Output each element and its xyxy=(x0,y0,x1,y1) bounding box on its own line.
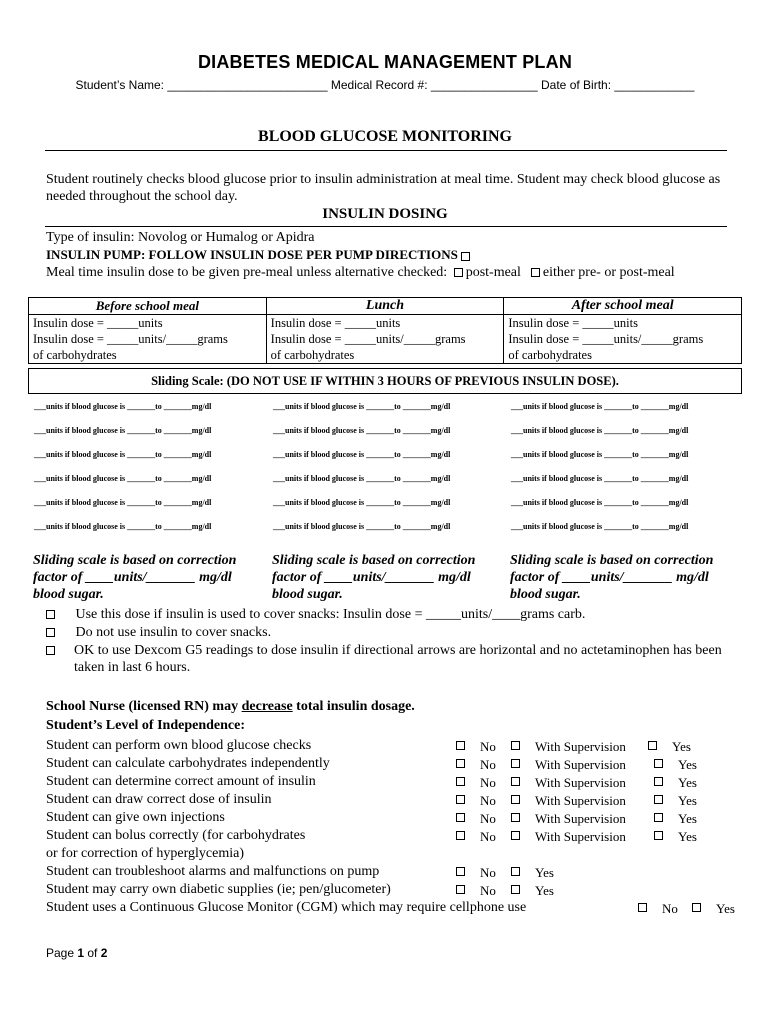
independence-item-label: Student can determine correct amount of insulin xyxy=(46,774,316,789)
sliding-scale-row: ___units if blood glucose is _______to _______mg/dl xyxy=(34,426,212,435)
dose-units-line: Insulin dose = _____units xyxy=(270,316,401,330)
option-no-label: No xyxy=(480,811,496,826)
option-yes-label: Yes xyxy=(678,829,697,844)
option-no-label: No xyxy=(480,739,496,754)
option-no-label: No xyxy=(480,757,496,772)
option-no-label: No xyxy=(662,901,678,916)
dose-ratio-line: Insulin dose = _____units/_____grams xyxy=(270,332,466,346)
dose-units-line: Insulin dose = _____units xyxy=(33,316,163,330)
independence-item-label: Student uses a Continuous Glucose Monitor (CGM) which may require cellphone use xyxy=(46,900,527,915)
option-yes-checkbox[interactable] xyxy=(654,795,663,804)
option-no-checkbox[interactable] xyxy=(456,813,465,822)
option-yes-label: Yes xyxy=(672,739,691,754)
sliding-scale-row: ___units if blood glucose is _______to _______mg/dl xyxy=(273,522,451,531)
option-no-label: No xyxy=(480,883,496,898)
option-no-checkbox[interactable] xyxy=(638,903,647,912)
correction-line: factor of ____units/_______ mg/dl xyxy=(33,570,232,585)
bgm-heading: BLOOD GLUCOSE MONITORING xyxy=(258,128,512,145)
sliding-scale-row: ___units if blood glucose is _______to _______mg/dl xyxy=(273,426,451,435)
nurse-line-post: total insulin dosage. xyxy=(292,699,415,714)
pump-label: INSULIN PUMP: FOLLOW INSULIN DOSE PER PUMP DIRECTIONS xyxy=(46,247,458,262)
independence-item-label: Student can bolus correctly (for carbohydrates xyxy=(46,828,306,843)
sliding-scale-row: ___units if blood glucose is _______to _______mg/dl xyxy=(34,450,212,459)
option-dexcom xyxy=(46,642,746,676)
option-no-label: No xyxy=(480,775,496,790)
option-yes-checkbox[interactable] xyxy=(654,759,663,768)
correction-line: blood sugar. xyxy=(510,587,581,602)
sliding-scale-row: ___units if blood glucose is _______to _______mg/dl xyxy=(273,402,451,411)
correction-line: factor of ____units/_______ mg/dl xyxy=(272,570,471,585)
snack-dose-label: Use this dose if insulin is used to cover snacks: Insulin dose = _____units/____grams carb. xyxy=(75,607,586,622)
snack-dose-checkbox[interactable] xyxy=(46,610,55,619)
option-no-checkbox[interactable] xyxy=(456,885,465,894)
independence-list xyxy=(46,737,746,917)
sliding-scale-row: ___units if blood glucose is _______to _______mg/dl xyxy=(34,522,212,531)
correction-line: blood sugar. xyxy=(33,587,104,602)
correction-line: Sliding scale is based on correction xyxy=(272,553,476,568)
dose-carb-line: of carbohydrates xyxy=(508,348,592,362)
option-yes-checkbox[interactable] xyxy=(511,885,520,894)
nurse-line xyxy=(46,699,415,715)
correction-factor-lunch xyxy=(272,552,508,603)
option-no-checkbox[interactable] xyxy=(456,759,465,768)
pump-checkbox[interactable] xyxy=(461,252,470,261)
option-no-checkbox[interactable] xyxy=(456,867,465,876)
option-with-supervision-label: With Supervision xyxy=(535,775,626,790)
option-with-supervision-checkbox[interactable] xyxy=(511,741,520,750)
option-no-checkbox[interactable] xyxy=(456,777,465,786)
correction-line: Sliding scale is based on correction xyxy=(33,553,237,568)
dexcom-label: OK to use Dexcom G5 readings to dose insulin if directional arrows are horizontal and no actetaminophen has been taken in last 6 hours. xyxy=(74,643,722,675)
option-with-supervision-checkbox[interactable] xyxy=(511,813,520,822)
independence-item-label: Student can calculate carbohydrates independently xyxy=(46,756,330,771)
meal-time-line xyxy=(46,264,675,281)
dexcom-checkbox[interactable] xyxy=(46,646,55,655)
bgm-rule xyxy=(45,150,727,151)
independence-item-label: Student can troubleshoot alarms and malfunctions on pump xyxy=(46,864,380,879)
option-yes-label: Yes xyxy=(716,901,735,916)
option-yes-checkbox[interactable] xyxy=(692,903,701,912)
option-yes-checkbox[interactable] xyxy=(654,831,663,840)
post-meal-checkbox[interactable] xyxy=(454,268,463,277)
sliding-scale-row: ___units if blood glucose is _______to _______mg/dl xyxy=(511,450,689,459)
bgm-text: Student routinely checks blood glucose prior to insulin administration at meal time. Student may check blood glucose as needed throughout the school day. xyxy=(46,172,721,204)
option-no-label: No xyxy=(480,829,496,844)
independence-item-label: or for correction of hyperglycemia) xyxy=(46,846,244,861)
dosing-rule xyxy=(45,226,727,227)
option-with-supervision-label: With Supervision xyxy=(535,739,626,754)
sliding-scale-row: ___units if blood glucose is _______to _______mg/dl xyxy=(511,402,689,411)
sliding-scale-row: ___units if blood glucose is _______to _______mg/dl xyxy=(511,522,689,531)
option-with-supervision-checkbox[interactable] xyxy=(511,831,520,840)
sliding-scale-row: ___units if blood glucose is _______to _______mg/dl xyxy=(34,474,212,483)
no-snack-checkbox[interactable] xyxy=(46,628,55,637)
sliding-scale-title: Sliding Scale: (DO NOT USE IF WITHIN 3 HOURS OF PREVIOUS INSULIN DOSE). xyxy=(28,368,742,394)
page-number xyxy=(46,946,107,960)
page-mid: of xyxy=(84,946,101,960)
option-no-checkbox[interactable] xyxy=(456,795,465,804)
dose-ratio-line: Insulin dose = _____units/_____grams xyxy=(33,332,228,346)
either-meal-checkbox[interactable] xyxy=(531,268,540,277)
option-yes-label: Yes xyxy=(678,811,697,826)
option-with-supervision-checkbox[interactable] xyxy=(511,759,520,768)
dose-carb-line: of carbohydrates xyxy=(270,348,355,362)
student-info-fields: Student’s Name: ________________________ Medical Record #: ________________ Date of Birth: ____________ xyxy=(75,78,695,92)
sliding-scale-row: ___units if blood glucose is _______to _______mg/dl xyxy=(273,474,451,483)
independence-item-label: Student can give own injections xyxy=(46,810,225,825)
insulin-type-line: Type of insulin: Novolog or Humalog or Apidra xyxy=(46,230,315,245)
option-yes-checkbox[interactable] xyxy=(654,777,663,786)
option-no-checkbox[interactable] xyxy=(456,741,465,750)
pump-line xyxy=(46,246,473,263)
independence-item-label: Student can perform own blood glucose checks xyxy=(46,738,312,753)
option-no-checkbox[interactable] xyxy=(456,831,465,840)
col-after-school xyxy=(504,298,742,315)
page-pre: Page xyxy=(46,946,78,960)
sliding-scale-row: ___units if blood glucose is _______to _______mg/dl xyxy=(34,498,212,507)
option-yes-label: Yes xyxy=(535,865,554,880)
meal-time-label: Meal time insulin dose to be given pre-meal unless alternative checked: xyxy=(46,265,448,280)
correction-factor-after-school xyxy=(510,552,746,603)
col-lunch xyxy=(266,298,504,315)
dosing-heading: INSULIN DOSING xyxy=(322,206,448,222)
option-yes-checkbox[interactable] xyxy=(648,741,657,750)
dose-carb-line: of carbohydrates xyxy=(33,348,117,362)
independence-item-label: Student may carry own diabetic supplies (ie; pen/glucometer) xyxy=(46,882,391,897)
nurse-line-emph: decrease xyxy=(241,699,293,714)
option-yes-label: Yes xyxy=(535,883,554,898)
dose-units-line: Insulin dose = _____units xyxy=(508,316,638,330)
option-yes-label: Yes xyxy=(678,793,697,808)
independence-item-label: Student can draw correct dose of insulin xyxy=(46,792,272,807)
sliding-scale-row: ___units if blood glucose is _______to _______mg/dl xyxy=(511,426,689,435)
dose-ratio-line: Insulin dose = _____units/_____grams xyxy=(508,332,704,346)
independence-heading: Student’s Level of Independence: xyxy=(46,718,245,733)
option-snack-dose xyxy=(46,606,746,623)
option-no-snack xyxy=(46,624,746,641)
option-with-supervision-label: With Supervision xyxy=(535,793,626,808)
sliding-scale-row: ___units if blood glucose is _______to _______mg/dl xyxy=(273,498,451,507)
correction-line: factor of ____units/_______ mg/dl xyxy=(510,570,709,585)
sliding-scale-row: ___units if blood glucose is _______to _______mg/dl xyxy=(511,498,689,507)
option-no-label: No xyxy=(480,793,496,808)
col-head-after-school: After school meal xyxy=(571,298,674,313)
dose-cell-lunch xyxy=(266,315,504,364)
option-yes-checkbox[interactable] xyxy=(654,813,663,822)
document-title: DIABETES MEDICAL MANAGEMENT PLAN xyxy=(197,52,573,72)
col-head-lunch: Lunch xyxy=(365,298,405,313)
correction-line: Sliding scale is based on correction xyxy=(510,553,714,568)
page-total: 2 xyxy=(100,946,108,960)
sliding-scale-row: ___units if blood glucose is _______to _______mg/dl xyxy=(34,402,212,411)
option-with-supervision-checkbox[interactable] xyxy=(511,777,520,786)
meal-dose-table xyxy=(28,297,742,364)
option-no-label: No xyxy=(480,865,496,880)
either-meal-label: either pre- or post-meal xyxy=(542,265,675,280)
option-yes-label: Yes xyxy=(678,757,697,772)
sliding-scale-row: ___units if blood glucose is _______to _______mg/dl xyxy=(273,450,451,459)
page-num: 1 xyxy=(77,946,85,960)
col-head-before-school: Before school meal xyxy=(95,298,199,313)
option-with-supervision-label: With Supervision xyxy=(535,757,626,772)
option-with-supervision-label: With Supervision xyxy=(535,811,626,826)
option-with-supervision-checkbox[interactable] xyxy=(511,795,520,804)
nurse-line-pre: School Nurse (licensed RN) may xyxy=(46,699,242,714)
correction-factor-before-school xyxy=(33,552,269,603)
dose-cell-after-school xyxy=(504,315,742,364)
dose-cell-before-school xyxy=(29,315,267,364)
option-yes-label: Yes xyxy=(678,775,697,790)
post-meal-label: post-meal xyxy=(465,265,521,280)
option-with-supervision-label: With Supervision xyxy=(535,829,626,844)
correction-line: blood sugar. xyxy=(272,587,343,602)
option-yes-checkbox[interactable] xyxy=(511,867,520,876)
sliding-scale-row: ___units if blood glucose is _______to _______mg/dl xyxy=(511,474,689,483)
col-before-school xyxy=(29,298,267,315)
no-snack-label: Do not use insulin to cover snacks. xyxy=(75,625,272,640)
